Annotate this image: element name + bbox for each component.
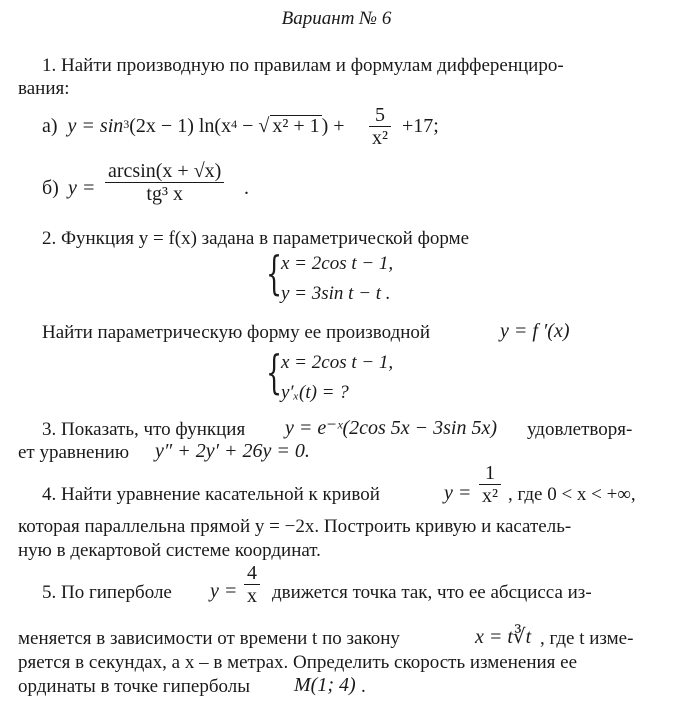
system-2-row-1: x = 2cos t − 1, [281, 352, 394, 373]
system-1-row-1: x = 2cos t − 1, [281, 253, 394, 274]
formula-a-left: y = sin [67, 115, 124, 137]
formula-a-sqrt: x² + 1 [272, 115, 320, 137]
problem-5-text-3: ряется в секундах, а x – в метрах. Определить скорость изменения ее [18, 652, 578, 673]
problem-5-end: . [361, 676, 366, 697]
problem-1a-formula: а) $y = \sin^3(2x - 1) \ln(x^4$ − √ x² + 1 ) + [42, 115, 345, 137]
system-2-row-2: y′ₓ(t) = ? [281, 382, 349, 403]
problem-2-text-2: Найти параметрическую форму ее производной [42, 322, 431, 343]
formula-a-mid: (2x − 1) ln(x [129, 115, 232, 137]
fraction-a-num: 5 [369, 104, 391, 127]
problem-4-y-eq: y = [444, 482, 472, 504]
problem-5-text-4: ординаты в точке гиперболы [18, 676, 251, 697]
problem-5-law: x = t∛t [475, 626, 532, 648]
problem-4-frac-num: 1 [479, 462, 501, 485]
formula-a-exp2: 4 [231, 117, 238, 131]
formula-b-num: arcsin(x + √x) [105, 160, 224, 183]
problem-3-equation: y″ + 2y′ + 26y = 0. [155, 440, 310, 462]
formula-a-tail: +17; [402, 115, 439, 137]
problem-5-point: M(1; 4) [294, 674, 356, 696]
problem-5-text: 5. По гиперболе [42, 582, 172, 603]
problem-4-condition: , где 0 < x < +∞, [508, 484, 636, 505]
label-b: б) [42, 177, 59, 199]
system-2-brace: { [266, 345, 283, 399]
problem-1-text: 1. Найти производную по правилам и формулам дифференциро- [42, 55, 564, 76]
formula-a-close: ) + [321, 115, 345, 137]
system-1-row-2: y = 3sin t − t . [281, 283, 391, 304]
problem-5-text-2: меняется в зависимости от времени t по закону [18, 628, 400, 649]
formula-b-left: y = [68, 177, 96, 199]
label-a: а) [42, 115, 58, 137]
problem-5-fraction [241, 562, 263, 607]
formula-a-fraction [366, 104, 394, 149]
problem-5-text-cont: движется точка так, что ее абсцисса из- [272, 582, 592, 603]
problem-3-formula: y = e⁻ˣ(2cos 5x − 3sin 5x) [285, 417, 498, 439]
formula-b-den: tg³ x [146, 183, 183, 205]
problem-4-text-2: которая параллельна прямой y = −2x. Построить кривую и касатель- [18, 516, 572, 537]
problem-1-text-cont: вания: [18, 78, 70, 99]
formula-b-fraction [102, 160, 227, 205]
problem-5-text-cont-2: , где t изме- [540, 628, 634, 649]
formula-b-tail: . [244, 177, 249, 199]
problem-3-text: 3. Показать, что функция [42, 419, 246, 440]
problem-4-frac-den: x² [482, 485, 498, 507]
system-1-brace: { [266, 246, 283, 300]
problem-4-fraction [476, 462, 504, 507]
problem-4-text-3: ную в декартовой системе координат. [18, 540, 321, 561]
page-title: Вариант № 6 [281, 8, 392, 29]
problem-3-text-cont: удовлетворя- [527, 419, 633, 440]
fraction-a-den: x² [372, 127, 388, 149]
formula-a-minus: − [237, 115, 259, 137]
problem-5-frac-den: x [247, 585, 257, 607]
problem-2-text: 2. Функция y = f(x) задана в параметрической форме [42, 228, 470, 249]
problem-4-text: 4. Найти уравнение касательной к кривой [42, 484, 380, 505]
problem-5-frac-num: 4 [244, 562, 260, 585]
problem-3-text-2: ет уравнению [18, 442, 130, 463]
derivative-notation: y = f ′(x) [500, 320, 570, 342]
formula-a-exp: 3 [123, 117, 130, 131]
problem-5-y-eq: y = [210, 580, 238, 602]
